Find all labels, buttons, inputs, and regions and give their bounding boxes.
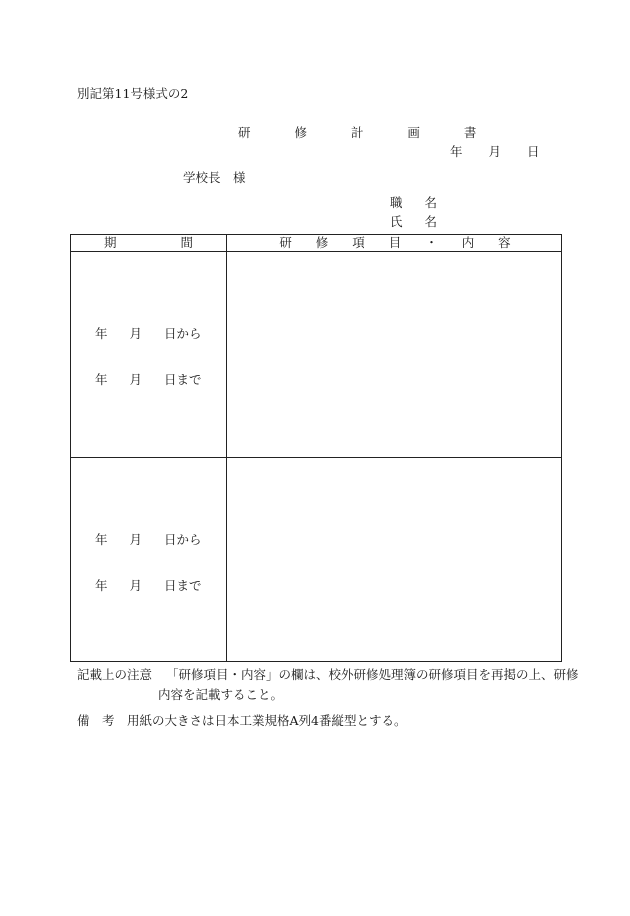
period-to-1: 年 月 日まで (95, 372, 202, 387)
content-cell-2[interactable] (227, 458, 562, 662)
document-title: 研 修 計 画 書 (238, 125, 497, 140)
content-cell-1[interactable] (227, 252, 562, 457)
period-from-1: 年 月 日から (95, 326, 202, 341)
header-period: 期 間 (104, 235, 223, 250)
training-plan-table (70, 234, 562, 662)
form-number: 別記第11号様式の2 (77, 86, 189, 101)
note-text-line1: 「研修項目・内容」の欄は、校外研修処理簿の研修項目を再掲の上、研修 (166, 667, 579, 682)
period-to-2: 年 月 日まで (95, 578, 202, 593)
header-content: 研 修 項 目 ・ 内 容 (279, 235, 521, 250)
name-label: 氏 名 (390, 214, 446, 229)
remarks: 備 考 用紙の大きさは日本工業規格A列4番縦型とする。 (77, 713, 407, 728)
period-from-2: 年 月 日から (95, 532, 202, 547)
note-label: 記載上の注意 (77, 667, 153, 682)
addressee: 学校長 様 (183, 170, 246, 185)
position-label: 職 名 (390, 195, 446, 210)
date-field: 年 月 日 (450, 144, 540, 159)
note-text-line2: 内容を記載すること。 (158, 687, 284, 702)
